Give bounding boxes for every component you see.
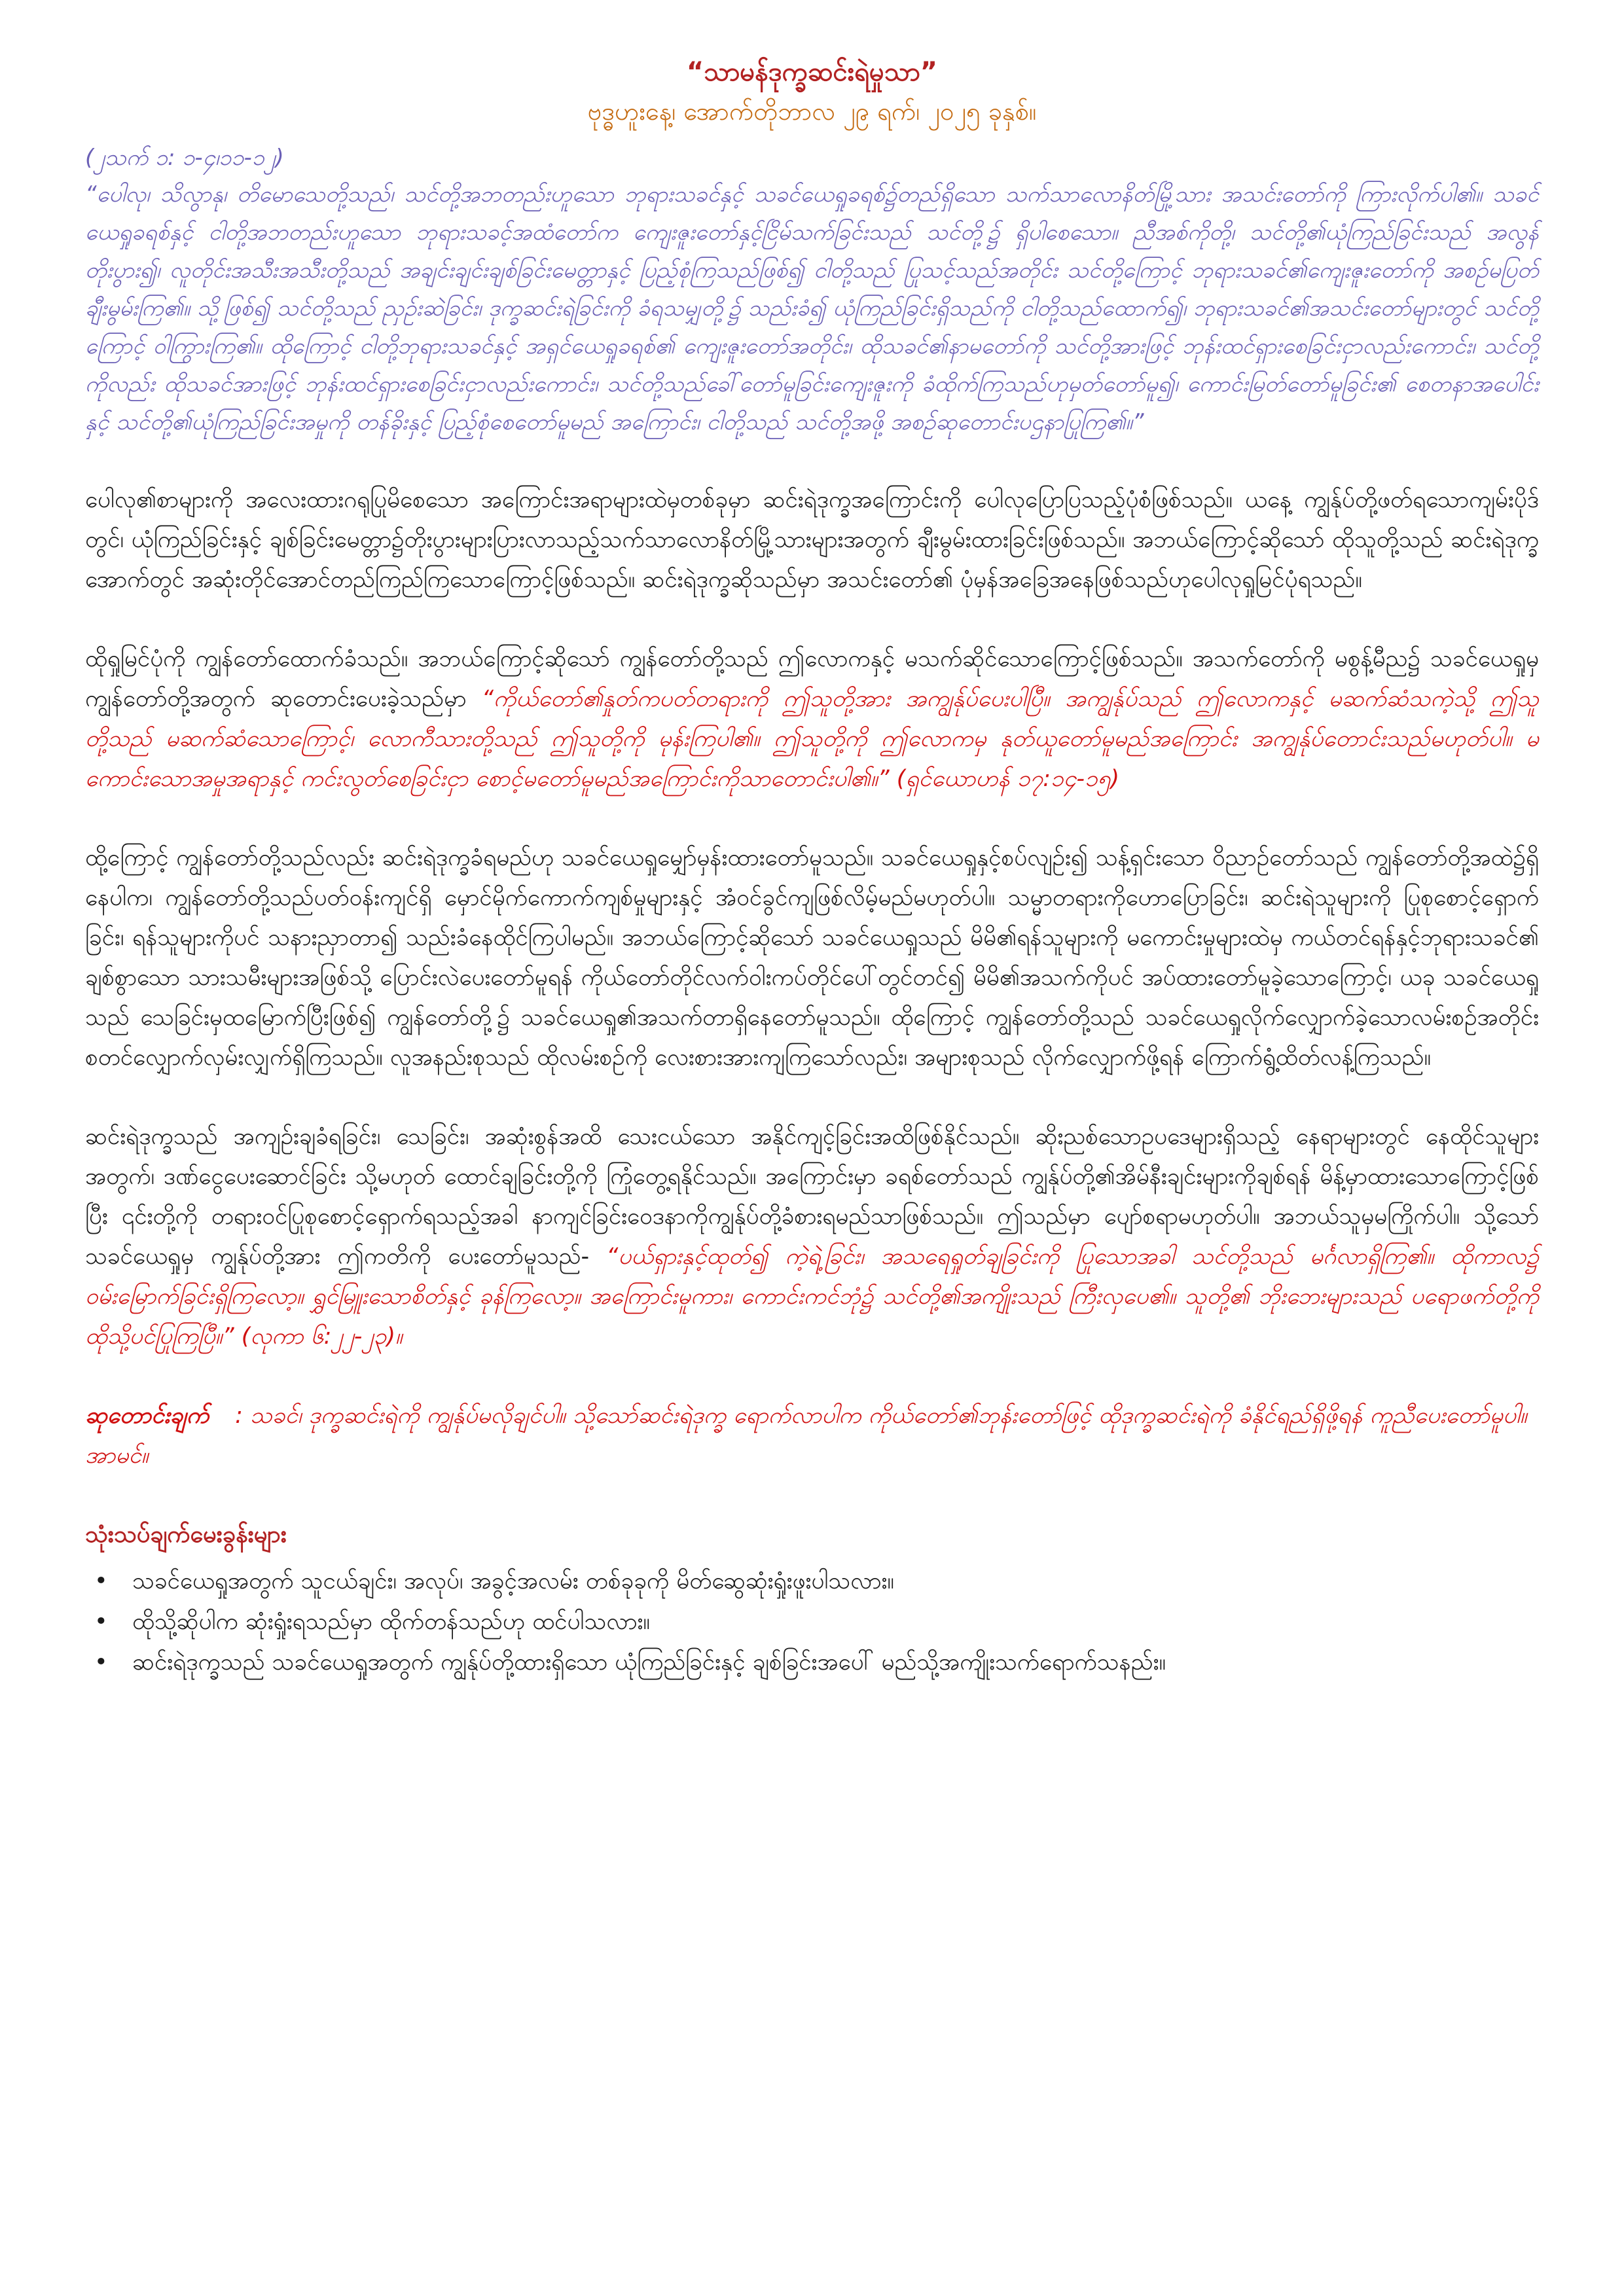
paragraph-2-text: ထိုရှုမြင်ပုံကို ကျွန်တော်ထောက်ခံသည်။ အဘယ်ကြောင့်ဆိုသော် ကျွန်တော်တို့သည် ဤလောကနှင့် မသက်ဆိုင်သောကြောင့်ဖြစ်သည်။ အသက်တော်ကို မစွန့်မီည၌ သခင်ယေရှုမှ ကျွန်တော်တို့အတွက် ဆုတောင်းပေးခဲ့သည်မှာ — [85, 646, 1539, 712]
prayer-label: ဆုတောင်းချက် — [85, 1403, 209, 1429]
body-paragraph-3: ထို့ကြောင့် ကျွန်တော်တို့သည်လည်း ဆင်းရဲဒုက္ခခံရမည်ဟု သခင်ယေရှုမျှော်မှန်းထားတော်မူသည်။ သခင်ယေရှုနှင့်စပ်လျဉ်း၍ သန့်ရှင်းသော ဝိညာဉ်တော်သည် ကျွန်တော်တို့အထဲ၌ရှိနေပါက၊ ကျွန်တော်တို့သည်ပတ်ဝန်းကျင်ရှိ မှောင်မိုက်ကောက်ကျစ်မှုများနှင့် အံဝင်ခွင်ကျဖြစ်လိမ့်မည်မဟုတ်ပါ။ သမ္မာတရားကိုဟောပြောခြင်း၊ ဆင်းရဲသူများကို ပြုစုစောင့်ရှောက်ခြင်း၊ ရန်သူများကိုပင် သနားညှာတာ၍ သည်းခံနေထိုင်ကြပါမည်။ အဘယ်ကြောင့်ဆိုသော် သခင်ယေရှုသည် မိမိ၏ရန်သူများကို မကောင်းမှုများထဲမှ ကယ်တင်ရန်နှင့်ဘုရားသခင်၏ ချစ်စွာသော သားသမီးများအဖြစ်သို့ ပြောင်းလဲပေးတော်မူရန် ကိုယ်တော်တိုင်လက်ဝါးကပ်တိုင်ပေါ်တွင်တင်၍ မိမိ၏အသက်ကိုပင် အပ်ထားတော်မူခဲ့သောကြောင့်၊ ယခု သခင်ယေရှုသည် သေခြင်းမှထမြောက်ပြီးဖြစ်၍ ကျွန်တော်တို့၌ သခင်ယေရှု၏အသက်တာရှိနေတော်မူသည်။ ထိုကြောင့် ကျွန်တော်တို့သည် သခင်ယေရှုလိုက်လျှောက်ခဲ့သောလမ်းစဉ်အတိုင်း စတင်လျှောက်လှမ်းလျှက်ရှိကြသည်။ လူအနည်းစုသည် ထိုလမ်းစဉ်ကို လေးစားအားကျကြသော်လည်း၊ အများစုသည် လိုက်လျှောက်ဖို့ရန် ကြောက်ရွံ့ထိတ်လန့်ကြသည်။ — [85, 845, 1539, 1071]
paragraph-4-text: ဆင်းရဲဒုက္ခသည် အကျဉ်းချခံရခြင်း၊ သေခြင်း၊ အဆုံးစွန်အထိ သေးငယ်သော အနိုင်ကျင့်ခြင်းအထိဖြစ်နိုင်သည်။ ဆိုးညစ်သောဥပဒေများရှိသည့် နေရာများတွင် နေထိုင်သူများအတွက်၊ ဒဏ်ငွေပေးဆောင်ခြင်း သို့မဟုတ် ထောင်ချခြင်းတို့ကို ကြုံတွေ့ရနိုင်သည်။ အကြောင်းမှာ ခရစ်တော်သည် ကျွန်ုပ်တို့၏အိမ်နီးချင်းများကိုချစ်ရန် မိန့်မှာထားသောကြောင့်ဖြစ်ပြီး ၎င်းတို့ကို တရားဝင်ပြုစုစောင့်ရှောက်ရသည့်အခါ နာကျင်ခြင်းဝေဒနာကိုကျွန်ုပ်တို့ခံစားရမည်သာဖြစ်သည်။ ဤသည်မှာ ပျော်စရာမဟုတ်ပါ။ အဘယ်သူမှမကြိုက်ပါ။ သို့သော် သခင်ယေရှုမှ ကျွန်ုပ်တို့အား ဤကတိကို ပေးတော်မူသည်- — [85, 1124, 1539, 1270]
luke-quote: “ပယ်ရှားနှင့်ထုတ်၍ ကဲ့ရဲ့ခြင်း၊ အသရေရှုတ်ချခြင်းကို ပြုသောအခါ သင်တို့သည် မင်္ဂလာရှိကြ၏။ ထိုကာလ၌ ဝမ်းမြောက်ခြင်းရှိကြလော့။ ရွှင်မြူးသောစိတ်နှင့် ခုန်ကြလော့။ အကြောင်းမူကား၊ ကောင်းကင်ဘုံ၌ သင်တို့၏အကျိုးသည် ကြီးလှပေ၏။ သူတို့၏ ဘိုးဘေးများသည် ပရောဖက်တို့ကို ထိုသို့ပင်ပြုကြပြီ။” (လုကာ ၆:၂၂-၂၃)။ — [85, 1244, 1539, 1350]
reflection-heading: သုံးသပ်ချက်မေးခွန်းများ — [85, 1521, 287, 1548]
bullet-icon: • — [94, 1568, 108, 1594]
page-title: “သာမန်ဒုက္ခဆင်းရဲမှုသာ” — [686, 57, 938, 87]
body-paragraph-4 — [85, 1117, 1539, 1357]
prayer-block — [85, 1396, 1539, 1476]
body-paragraph-1: ပေါလု၏စာများကို အလေးထားဂရုပြုမိစေသော အကြောင်းအရာများထဲမှတစ်ခုမှာ ဆင်းရဲဒုက္ခအကြောင်းကို ပေါလုပြောပြသည့်ပုံစံဖြစ်သည်။ ယနေ့ ကျွန်ုပ်တို့ဖတ်ရသောကျမ်းပိုဒ်တွင်၊ ယုံကြည်ခြင်းနှင့် ချစ်ခြင်းမေတ္တာ၌တိုးပွားများပြားလာသည့်သက်သာလောနိတ်မြို့သားများအတွက် ချီးမွမ်းထားခြင်းဖြစ်သည်။ အဘယ်ကြောင့်ဆိုသော် ထိုသူတို့သည် ဆင်းရဲဒုက္ခအောက်တွင် အဆုံးတိုင်အောင်တည်ကြည်ကြသောကြောင့်ဖြစ်သည်။ ဆင်းရဲဒုက္ခဆိုသည်မှာ အသင်းတော်၏ ပုံမှန်အခြေအနေဖြစ်သည်ဟုပေါလုရှုမြင်ပုံရသည်။ — [85, 487, 1539, 593]
reflection-question — [85, 1561, 1539, 1602]
scripture-passage: “ပေါလု၊ သိလွာနု၊ တိမောသေတို့သည်၊ သင်တို့အဘတည်းဟူသော ဘုရားသခင်နှင့် သခင်ယေရှုခရစ်၌တည်ရှိသော သက်သာလောနိတ်မြို့သား အသင်းတော်ကို ကြားလိုက်ပါ၏။ သခင်ယေရှုခရစ်နှင့် ငါတို့အဘတည်းဟူသော ဘုရားသခင့်အထံတော်က ကျေးဇူးတော်နှင့်ငြိမ်သက်ခြင်းသည် သင်တို့၌ ရှိပါစေသော။ ညီအစ်ကိုတို့၊ သင်တို့၏ယုံကြည်ခြင်းသည် အလွန်တိုးပွား၍၊ လူတိုင်းအသီးအသီးတို့သည် အချင်းချင်းချစ်ခြင်းမေတ္တာနှင့် ပြည့်စုံကြသည်ဖြစ်၍ ငါတို့သည် ပြုသင့်သည်အတိုင်း သင်တို့ကြောင့် ဘုရားသခင်၏ကျေးဇူးတော်ကို အစဉ်မပြတ်ချီးမွမ်းကြ၏။ သို့ဖြစ်၍ သင်တို့သည် ညှဉ်းဆဲခြင်း၊ ဒုက္ခဆင်းရဲခြင်းကို ခံရသမျှတို့၌ သည်းခံ၍ ယုံကြည်ခြင်းရှိသည်ကို ငါတို့သည်ထောက်၍၊ ဘုရားသခင်၏အသင်းတော်များတွင် သင်တို့ကြောင့် ဝါကြွားကြ၏။ ထိုကြောင့် ငါတို့ဘုရားသခင်နှင့် အရှင်ယေရှုခရစ်၏ ကျေးဇူးတော်အတိုင်း၊ ထိုသခင်၏နာမတော်ကို သင်တို့အားဖြင့် ဘုန်းထင်ရှားစေခြင်းငှာလည်းကောင်း၊ သင်တို့ကိုလည်း ထိုသခင်အားဖြင့် ဘုန်းထင်ရှားစေခြင်းငှာလည်းကောင်း၊ သင်တို့သည်ခေါ်တော်မူခြင်းကျေးဇူးကို ခံထိုက်ကြသည်ဟုမှတ်တော်မူ၍၊ ကောင်းမြတ်တော်မူခြင်း၏ စေတနာအပေါင်းနှင့် သင်တို့၏ယုံကြည်ခြင်းအမှုကို တန်ခိုးနှင့် ပြည့်စုံစေတော်မူမည် အကြောင်း၊ ငါတို့သည် သင်တို့အဖို့ အစဉ်ဆုတောင်းပဌနာပြုကြ၏။” — [85, 181, 1539, 435]
bullet-icon: • — [94, 1609, 108, 1635]
question-text: သခင်ယေရှုအတွက် သူငယ်ချင်း၊ အလုပ်၊ အခွင့်အလမ်း တစ်ခုခုကို မိတ်ဆွေဆုံးရှုံးဖူးပါသလား။ — [132, 1568, 894, 1594]
reflection-question — [85, 1602, 1539, 1642]
body-paragraph-2 — [85, 639, 1539, 799]
john-quote: “ကိုယ်တော်၏နှုတ်ကပတ်တရားကို ဤသူတို့အား အကျွန်ုပ်ပေးပါပြီ။ အကျွန်ုပ်သည် ဤလောကနှင့် မဆက်ဆံသကဲ့သို့ ဤသူတို့သည် မဆက်ဆံသောကြောင့်၊ လောကီသားတို့သည် ဤသူတို့ကို မုန်းကြပါ၏။ ဤသူတို့ကို ဤလောကမှ နုတ်ယူတော်မူမည်အကြောင်း အကျွန်ုပ်တောင်းသည်မဟုတ်ပါ။ မကောင်းသောအမှုအရာနှင့် ကင်းလွတ်စေခြင်းငှာ စောင့်မတော်မူမည်အကြောင်းကိုသာတောင်းပါ၏။” (ရှင်ယောဟန် ၁၇:၁၄-၁၅) — [85, 686, 1539, 792]
question-text: ဆင်းရဲဒုက္ခသည် သခင်ယေရှုအတွက် ကျွန်ုပ်တို့ထားရှိသော ယုံကြည်ခြင်းနှင့် ချစ်ခြင်းအပေါ် မည်သို့အကျိုးသက်ရောက်သနည်း။ — [132, 1649, 1166, 1676]
scripture-reference: (၂သက် ၁: ၁-၄၊၁၁-၁၂) — [85, 145, 284, 171]
reflection-question — [85, 1642, 1539, 1683]
prayer-text: : သခင်၊ ဒုက္ခဆင်းရဲကို ကျွန်ုပ်မလိုချင်ပါ။ သို့သော်ဆင်းရဲဒုက္ခ ရောက်လာပါက ကိုယ်တော်၏ဘုန်းတော်ဖြင့် ထိုဒုက္ခဆင်းရဲကို ခံနိုင်ရည်ရှိဖို့ရန် ကူညီပေးတော်မူပါ။ အာမင်။ — [85, 1403, 1527, 1469]
question-text: ထိုသို့ဆိုပါက ဆုံးရှုံးရသည်မှာ ထိုက်တန်သည်ဟု ထင်ပါသလား။ — [132, 1609, 651, 1635]
reflection-question-list — [85, 1561, 1539, 1683]
date-line: ဗုဒ္ဓဟူးနေ့၊ အောက်တိုဘာလ ၂၉ ရက်၊ ၂၀၂၅ ခုနှစ်။ — [587, 97, 1037, 126]
bullet-icon: • — [94, 1649, 108, 1676]
devotional-page — [85, 52, 1539, 1683]
